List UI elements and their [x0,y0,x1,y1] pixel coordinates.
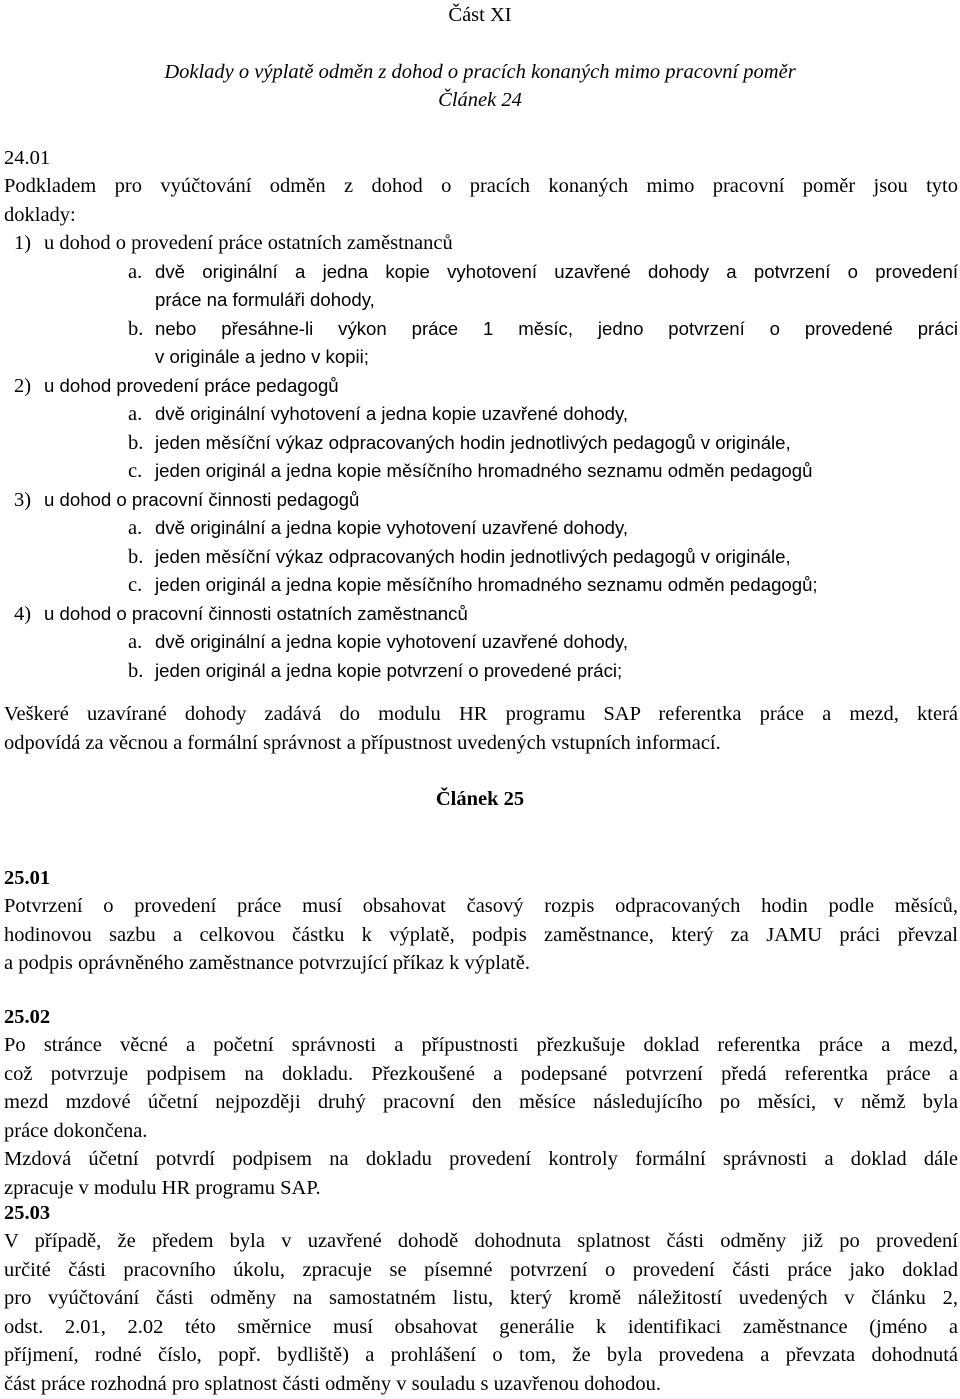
text-line: Potvrzení o provedení práce musí obsahovat časový rozpis odpracovaných hodin podle měsíců, [4,895,958,917]
section-title: Doklady o výplatě odměn z dohod o pracích konaných mimo pracovní poměr [164,61,796,83]
sub-item-label: b. [128,546,144,568]
sub-item-text-line: dvě originální a jedna kopie vyhotovení uzavřené dohody a potvrzení o provedení [155,261,958,282]
sub-item-text-line: jeden originál a jedna kopie měsíčního hromadného seznamu odměn pedagogů [155,460,813,481]
text-line: příjmení, rodné číslo, popř. bydliště) a prohlášení o tom, že byla provedena a převzata dohodnutá [4,1344,958,1367]
sub-item-text-line: v originále a jedno v kopii; [155,346,369,367]
sub-item-label: b. [128,318,144,340]
text-line: hodinovou sazbu a celkovou částku k výplatě, podpis zaměstnance, který za JAMU práci převzal [4,923,958,946]
text-line: odpovídá za věcnou a formální správnost a přípustnost uvedených vstupních informací. [4,731,721,754]
sub-item-text-line: nebo přesáhne-li výkon práce 1 měsíc, jedno potvrzení o provedené práci [155,318,958,339]
sub-item-text-line: dvě originální a jedna kopie vyhotovení uzavřené dohody, [155,517,629,538]
text-line: a podpis oprávněného zaměstnance potvrzující příkaz k výplatě. [4,952,530,975]
list-item-number: 2) [14,375,32,397]
text-line: doklady: [4,203,76,226]
list-item-heading: u dohod o pracovní činnosti pedagogů [44,489,360,510]
text-line: což potvrzuje podpisem na dokladu. Přezkoušené a podepsané potvrzení předá referentka práce a [4,1062,958,1085]
article-24-heading: Článek 24 [438,89,522,111]
text-line: pro vyúčtování části odměny na samostatném listu, který kromě náležitostí uvedených v článku 2, [4,1287,958,1310]
sub-item-label: a. [128,261,143,283]
paragraph-number-25-02: 25.02 [4,1006,51,1028]
list-item-heading: u dohod o pracovní činnosti ostatních zaměstnanců [44,603,468,624]
text-line: zpracuje v modulu HR programu SAP. [4,1176,321,1199]
sub-item-text-line: dvě originální vyhotovení a jedna kopie uzavřené dohody, [155,403,629,424]
paragraph-25-03 [4,1227,958,1399]
sub-item-label: a. [128,631,143,653]
sub-item-label: b. [128,432,144,454]
text-line: Po stránce věcné a početní správnosti a přípustnosti přezkušuje doklad referentka práce a mezd, [4,1034,958,1056]
text-line: mezd mzdové účetní nejpozději druhý pracovní den měsíce následujícího po měsíci, v němž byla [4,1091,958,1114]
text-line: Podkladem pro vyúčtování odměn z dohod o pracích konaných mimo pracovní poměr jsou tyto [4,175,958,197]
text-line: část práce rozhodná pro splatnost části odměny v souladu s uzavřenou dohodou. [4,1372,661,1395]
sub-item-label: b. [128,660,144,682]
text-line: V případě, že předem byla v uzavřené dohodě dohodnuta splatnost části odměny již po provedení [4,1230,958,1252]
paragraph-number-24-01: 24.01 [4,147,51,169]
sub-item-text-line: jeden měsíční výkaz odpracovaných hodin jednotlivých pedagogů v originále, [155,432,791,453]
sub-item-text-line: práce na formuláři dohody, [155,289,375,310]
sub-item-text-line: jeden originál a jedna kopie potvrzení o provedené práci; [155,660,623,681]
list-item-heading: u dohod provedení práce pedagogů [44,375,339,396]
sub-item-label: a. [128,403,143,425]
list-item-number: 3) [14,489,32,511]
sub-item-text-line: jeden měsíční výkaz odpracovaných hodin jednotlivých pedagogů v originále, [155,546,791,567]
text-line: práce dokončena. [4,1119,148,1142]
article-25-heading: Článek 25 [435,788,525,810]
sub-item-label: c. [128,460,143,482]
list-item-number: 4) [14,603,32,625]
paragraph-24-01-intro [4,172,958,229]
text-line: odst. 2.01, 2.02 této směrnice musí obsahovat generálie k identifikaci zaměstnance (jméno a [4,1315,958,1338]
text-line: Mzdová účetní potvrdí podpisem na dokladu provedení kontroly formální správnosti a doklad dále [4,1148,958,1171]
sub-item-text-line: dvě originální a jedna kopie vyhotovení uzavřené dohody, [155,631,629,652]
paragraph-number-25-01: 25.01 [4,867,51,889]
list-item-heading: u dohod o provedení práce ostatních zaměstnanců [44,232,453,254]
paragraph-25-02 [4,1031,958,1203]
sub-item-label: c. [128,574,143,596]
sub-item-label: a. [128,517,143,539]
sub-item-text-line: jeden originál a jedna kopie měsíčního hromadného seznamu odměn pedagogů; [155,574,818,595]
paragraph-25-01 [4,892,958,978]
list-item-number: 1) [14,232,32,254]
text-line: určité části pracovního úkolu, zpracuje se písemné potvrzení o provedení části práce jako doklad [4,1258,958,1281]
paragraph-number-25-03: 25.03 [4,1202,51,1224]
closing-paragraph [4,700,958,757]
part-title: Část XI [448,4,512,26]
text-line: Veškeré uzavírané dohody zadává do modulu HR programu SAP referentka práce a mezd, která [4,703,958,725]
